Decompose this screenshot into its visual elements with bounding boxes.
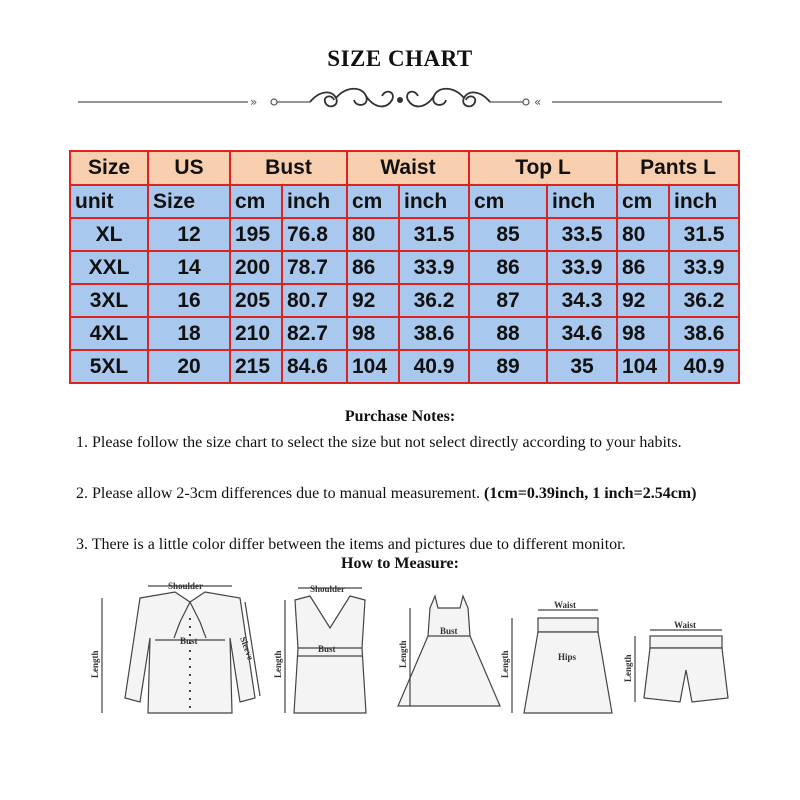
value-cell: 80.7 [282,284,347,317]
bust-label: Bust [318,644,336,654]
value-cell: 92 [617,284,669,317]
size-cell: XXL [70,251,148,284]
value-cell: 33.9 [669,251,739,284]
value-cell: 36.2 [399,284,469,317]
value-cell: 34.3 [547,284,617,317]
header-cell: Size [70,151,148,185]
how-to-measure-title: How to Measure: [341,555,459,572]
value-cell: 84.6 [282,350,347,383]
length-label: Length [398,640,408,668]
value-cell: 78.7 [282,251,347,284]
header-cell: US [148,151,230,185]
unit-cell: inch [547,185,617,218]
bust-label: Bust [180,636,198,646]
table-header-row [70,151,739,185]
value-cell: 98 [347,317,399,350]
header-cell: Top L [469,151,617,185]
value-cell: 92 [347,284,399,317]
unit-cell: cm [617,185,669,218]
value-cell: 76.8 [282,218,347,251]
size-cell: XL [70,218,148,251]
sleeve-label: Sleeve [238,635,256,662]
unit-cell: unit [70,185,148,218]
value-cell: 210 [230,317,282,350]
table-row [70,350,739,383]
table-unit-row [70,185,739,218]
length-label: Length [90,650,100,678]
unit-cell: Size [148,185,230,218]
dress-diagram [398,596,500,706]
length-label: Length [273,650,283,678]
unit-cell: inch [669,185,739,218]
value-cell: 104 [617,350,669,383]
value-cell: 205 [230,284,282,317]
shoulder-label: Shoulder [168,581,204,591]
value-cell: 89 [469,350,547,383]
arrow-right-icon: » [250,95,258,109]
value-cell: 33.9 [547,251,617,284]
length-label: Length [623,654,633,682]
value-cell: 98 [617,317,669,350]
arrow-left-icon: « [534,95,542,109]
us-size-cell: 14 [148,251,230,284]
purchase-note-1: 1. Please follow the size chart to select the size but not select directly according to your habits. [76,434,682,451]
unit-cell: inch [399,185,469,218]
value-cell: 85 [469,218,547,251]
conversion-note: (1cm=0.39inch, 1 inch=2.54cm) [484,485,697,502]
bust-label: Bust [440,626,458,636]
value-cell: 33.5 [547,218,617,251]
value-cell: 104 [347,350,399,383]
purchase-note-2 [76,481,756,506]
value-cell: 215 [230,350,282,383]
shoulder-label: Shoulder [310,584,346,594]
blouse-diagram [102,586,260,713]
size-cell: 3XL [70,284,148,317]
value-cell: 80 [617,218,669,251]
value-cell: 88 [469,317,547,350]
shorts-diagram [635,630,728,702]
unit-cell: cm [469,185,547,218]
size-chart-table [69,150,740,384]
unit-cell: inch [282,185,347,218]
value-cell: 87 [469,284,547,317]
value-cell: 82.7 [282,317,347,350]
hips-label: Hips [558,652,577,662]
table-row [70,284,739,317]
value-cell: 40.9 [399,350,469,383]
unit-cell: cm [347,185,399,218]
table-row [70,218,739,251]
value-cell: 200 [230,251,282,284]
header-cell: Waist [347,151,469,185]
value-cell: 38.6 [399,317,469,350]
value-cell: 86 [617,251,669,284]
header-cell: Bust [230,151,347,185]
value-cell: 35 [547,350,617,383]
header-cell: Pants L [617,151,739,185]
value-cell: 34.6 [547,317,617,350]
value-cell: 31.5 [399,218,469,251]
value-cell: 195 [230,218,282,251]
purchase-note-3: 3. There is a little color differ between the items and pictures due to different monitor. [76,536,626,553]
value-cell: 80 [347,218,399,251]
value-cell: 31.5 [669,218,739,251]
measurement-diagrams [80,578,740,728]
length-label: Length [500,650,510,678]
table-row [70,251,739,284]
us-size-cell: 12 [148,218,230,251]
purchase-notes-title: Purchase Notes: [344,408,456,425]
divider-ornament [70,84,730,120]
size-cell: 4XL [70,317,148,350]
us-size-cell: 18 [148,317,230,350]
purchase-note-2-text: 2. Please allow 2-3cm differences due to manual measurement. [76,485,481,502]
us-size-cell: 16 [148,284,230,317]
value-cell: 33.9 [399,251,469,284]
value-cell: 40.9 [669,350,739,383]
value-cell: 36.2 [669,284,739,317]
us-size-cell: 20 [148,350,230,383]
value-cell: 86 [469,251,547,284]
waist-label: Waist [674,620,697,630]
value-cell: 38.6 [669,317,739,350]
page-title: SIZE CHART [327,46,473,71]
size-cell: 5XL [70,350,148,383]
waist-label: Waist [554,600,577,610]
table-row [70,317,739,350]
unit-cell: cm [230,185,282,218]
value-cell: 86 [347,251,399,284]
